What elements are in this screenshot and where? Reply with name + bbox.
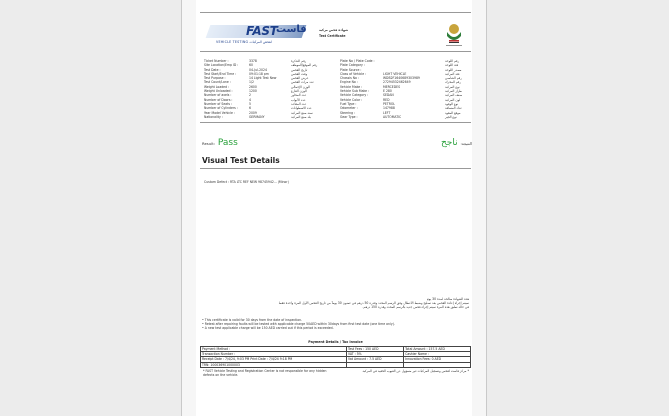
custom-defect: Custom Defect : RTA LTC REF NEW 98745942... (Minor) [204, 180, 289, 184]
note-line: • Retest after repairing faults will be tested with applicable charge 50AED within 30days from first test date (one time only). [202, 322, 395, 327]
field-value: 14 Light Test New [249, 76, 277, 81]
table-cell: Transaction Number : [201, 352, 347, 357]
field-label: Fuel Type : [340, 101, 357, 106]
field-label-ar: مصدر اللوحة [445, 67, 462, 72]
field-label-ar: نوع المركبة [445, 84, 460, 89]
field-label: Test Date : [204, 67, 221, 72]
field-value: 1200 [249, 89, 257, 94]
field-label: Year Model Vehicle : [204, 110, 235, 115]
field-value: 60 [249, 63, 253, 68]
table-row [201, 362, 471, 367]
table-cell: TRN: 100036901000003 [201, 362, 347, 367]
logo-subtitle: VEHICLE TESTING لفحص المركبات [216, 40, 272, 44]
arabic-note: سيتم إجراء إعادة الفحص بعد تصليح وضبط الأعطال وفق الرسم المحدد وقدره 50 درهم في غضون 30 يوماً من تاريخ الفحص الأول المرة واحدة فقط [278, 301, 469, 306]
details-rule [200, 122, 471, 123]
table-cell: Payment Method : [201, 347, 347, 352]
field-label-ar: نوع الجير [445, 114, 457, 119]
field-label-ar: عدد المحاور [291, 93, 307, 98]
result-english [202, 138, 238, 148]
field-label-ar: موقع المقود [445, 110, 461, 115]
field-label: Vehicle Category : [340, 93, 369, 98]
visual-test-title: Visual Test Details [202, 156, 280, 165]
field-label-ar: وقت الفحص [291, 71, 308, 76]
logo-main-text: FAST [246, 24, 278, 38]
field-value: SEDAN [383, 93, 394, 98]
field-label: Number of Cylinders : [204, 106, 238, 111]
table-cell: Receipt Date : 7/4/24, 9:03 PM Print Date : 7/4/24 9:18 PM [201, 357, 347, 362]
table-cell [404, 362, 471, 367]
field-label-ar: صنف المركبة [445, 93, 463, 98]
cert-title-english: Test Certificate [319, 34, 346, 38]
arabic-note: هذه الشهادة صالحة لمدة 30 يوم [426, 297, 469, 301]
cert-title-arabic: شهادة فحص مركبة [319, 28, 349, 32]
field-label: Number of Doors : [204, 97, 233, 102]
right-labels [340, 59, 375, 119]
header-rule [200, 51, 471, 52]
field-value: LEFT [383, 110, 391, 115]
field-label-ar: عدد الأبواب [291, 97, 306, 102]
field-label-ar: تاريخ الفحص [291, 67, 308, 72]
table-cell: Cashier Name : [404, 352, 471, 357]
field-value: GERMANY [249, 114, 265, 119]
field-label: Vehicle Sub Make : [340, 89, 370, 94]
field-value: 27294532462649 [383, 80, 411, 85]
right-arabic-labels [445, 59, 462, 119]
result-value-ar: ناجح [441, 138, 458, 148]
field-label: Weight Loaded : [204, 84, 230, 89]
footer-disclaimer-ar: * مركز فاست لفحص وتسجيل المركبات غير مسؤول عن العيوب الخفية في المركبة [362, 369, 469, 373]
left-labels [204, 59, 238, 119]
field-label: Plate Source : [340, 67, 362, 72]
field-label: Nationality : [204, 114, 223, 119]
field-label-ar: نوع الوقود [445, 101, 459, 106]
field-value: 2600 [249, 84, 257, 89]
field-value: 6 [249, 106, 251, 111]
field-value: 04-Jul-2024 [249, 67, 267, 72]
result-arabic [441, 138, 472, 148]
field-value: PETROL [383, 101, 396, 106]
field-value: AUTOMATIC [383, 114, 402, 119]
field-label: Plate Category : [340, 63, 365, 68]
field-label-ar: فئة اللوحة [445, 63, 459, 68]
field-label: Odometer : [340, 106, 358, 111]
field-value: E 280 [383, 89, 392, 94]
field-label: Class of Vehicle : [340, 71, 367, 76]
field-value: 5 [249, 101, 251, 106]
visual-rule [200, 168, 471, 169]
field-label-ar: الوزن الإجمالي [291, 84, 310, 89]
field-label: Steering : [340, 110, 356, 115]
logo-arabic-text: فاست [276, 24, 307, 35]
field-value: 1/2 [249, 80, 254, 85]
field-label-ar: عدد المقاعد [291, 101, 307, 106]
field-label: Engine No : [340, 80, 358, 85]
table-cell: Vat Amount : 7.5 AED [347, 357, 404, 362]
fast-logo [208, 23, 307, 45]
field-label: Weight Unloaded : [204, 89, 233, 94]
arabic-note: في حالة تطبق هذه المرة سيتم إجراء فحص جديد بالرسم المحدد وقدره 150 درهم. [362, 305, 469, 310]
field-value: 2009 [249, 110, 257, 115]
note-line: • A new test applicable charge will be 150 AED carried out if this period is exceeded. [202, 326, 334, 331]
table-cell: Total Amount : 157.5 AED [404, 347, 471, 352]
payment-table [200, 346, 471, 368]
field-label: Number of axels : [204, 93, 232, 98]
field-label-ar: الوزن الفارغ [291, 89, 307, 94]
field-value: 2 [249, 93, 251, 98]
field-label-ar: رقم التذكرة [291, 59, 307, 63]
field-label: Test Count/Lane : [204, 80, 231, 85]
right-values [383, 59, 420, 119]
field-value: WDB2F1640689303989 [383, 76, 420, 81]
result-label: Result: [202, 141, 216, 146]
footer-disclaimer-en: * FAST Vehicle Testing and Registration Center is not responsible for any hidden defects on the vehicle. [203, 369, 327, 378]
field-label-ar: رقم اللوحة [445, 59, 460, 63]
field-label-ar: لون المركبة [445, 97, 461, 102]
field-label: Plate No / Plate Code : [340, 59, 375, 63]
arabic-notes [279, 297, 469, 309]
field-value: 09:01:18 pm [249, 71, 269, 76]
field-label-ar: طراز المركبة [445, 89, 462, 94]
field-label-ar: سنة صنع المركبة [291, 110, 313, 115]
field-label-ar: عدد الاسطوانات [291, 106, 312, 111]
field-label: Vehicle Make : [340, 84, 363, 89]
field-label-ar: فئة المركبة [445, 71, 460, 76]
field-label: Test Purpose : [204, 76, 226, 81]
field-value: RED [383, 97, 390, 102]
payment-title: Payment Details / Tax Invoice [308, 340, 363, 344]
table-cell: Innovation Fees: 0 AED [404, 357, 471, 362]
note-line: • This certificate is valid for 30 days from the date of inspection. [202, 318, 303, 322]
field-label: Chassis No : [340, 76, 359, 81]
table-cell: VAT : 5% [347, 352, 404, 357]
left-arabic-labels [291, 59, 317, 119]
field-label: Test Start/End Time : [204, 71, 237, 76]
field-label: Gear Type : [340, 114, 358, 119]
field-label-ar: رقم الشاصي [445, 76, 462, 81]
field-label: Site Location/Emp ID : [204, 63, 239, 68]
field-value: MERCEDES [383, 84, 401, 89]
field-label: Number of Seats : [204, 101, 232, 106]
field-value: 4 [249, 97, 251, 102]
field-label-ar: رقم المحرك [445, 80, 461, 85]
table-cell [347, 362, 404, 367]
field-label: Vehicle Color : [340, 97, 363, 102]
result-label-ar: النتيجة: [460, 141, 472, 146]
field-label: Ticket Number : [204, 59, 229, 63]
field-label-ar: بلد صنع المركبة [291, 114, 312, 119]
left-values [249, 59, 276, 119]
table-cell: Test Fees : 150 AED [347, 347, 404, 352]
field-label-ar: عداد المسافة [445, 106, 463, 111]
field-label-ar: عدد مرات الفحص [291, 80, 315, 85]
field-value: LIGHT VEHICLE [383, 71, 407, 76]
field-value: 147988 [383, 106, 395, 111]
field-label-ar: غرض الفحص [291, 76, 309, 81]
top-rule [200, 12, 471, 13]
government-emblem-icon [443, 22, 465, 48]
validity-notes [202, 318, 395, 330]
field-label-ar: رقم الموقع/الموظف [291, 63, 318, 68]
result-value: Pass [217, 138, 238, 148]
field-value: 3378 [249, 59, 257, 63]
